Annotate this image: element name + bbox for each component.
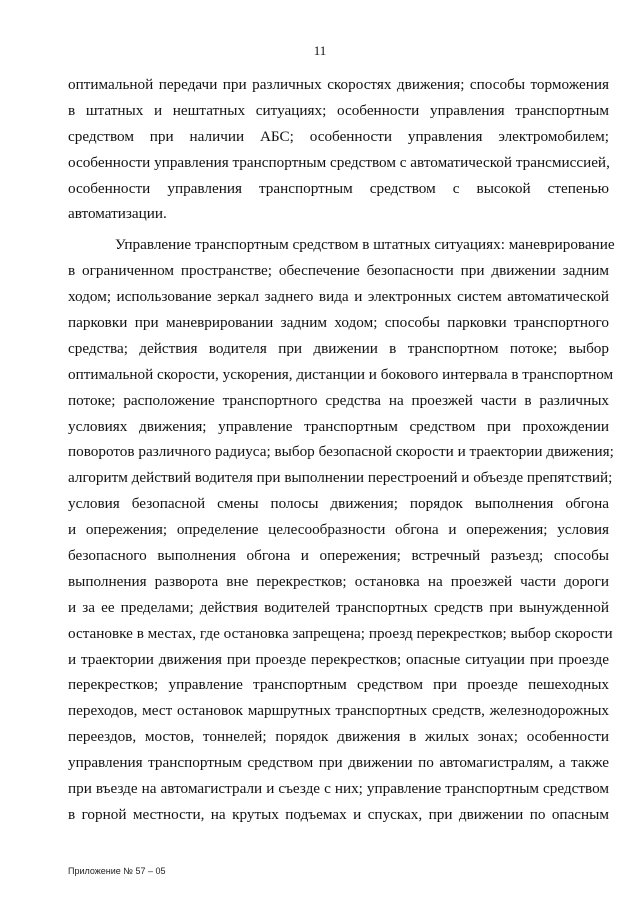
text-line: перекрестков; управление транспортным средством при проезде пешеходных <box>68 676 609 694</box>
text-line: и траектории движения при проезде перекрестков; опасные ситуации при проезде <box>68 650 609 668</box>
text-line: и опережения; определение целесообразности обгона и опережения; условия <box>68 521 609 539</box>
text-line: остановке в местах, где остановка запрещена; проезд перекрестков; выбор скорости <box>68 624 613 642</box>
text-line: Управление транспортным средством в штатных ситуациях: маневрирование <box>115 236 615 254</box>
text-line: потоке; расположение транспортного средства на проезжей части в различных <box>68 391 609 409</box>
text-line: особенности управления транспортным средством с автоматической трансмиссией, <box>68 153 610 171</box>
text-line: при въезде на автомагистрали и съезде с них; управление транспортным средством <box>68 780 609 798</box>
text-line: ходом; использование зеркал заднего вида и электронных систем автоматической <box>68 288 609 306</box>
text-line: поворотов различного радиуса; выбор безопасной скорости и траектории движения; <box>68 443 614 461</box>
page-number: 11 <box>313 43 327 58</box>
text-line: управления транспортным средством при движении по автомагистралям, а также <box>68 754 609 772</box>
text-line: в ограниченном пространстве; обеспечение безопасности при движении задним <box>68 262 609 280</box>
page-footer: Приложение № 57 – 05 <box>68 866 166 876</box>
text-line: в штатных и нештатных ситуациях; особенности управления транспортным <box>68 101 609 119</box>
text-line: переездов, мостов, тоннелей; порядок движения в жилых зонах; особенности <box>68 728 609 746</box>
text-line: средством при наличии АБС; особенности управления электромобилем; <box>68 127 609 145</box>
text-line: условиях движения; управление транспортным средством при прохождении <box>68 417 609 435</box>
text-line: оптимальной передачи при различных скоростях движения; способы торможения <box>68 76 609 93</box>
text-line: переходов, мест остановок маршрутных транспортных средств, железнодорожных <box>68 702 609 720</box>
paragraph <box>68 72 609 227</box>
text-line: выполнения разворота вне перекрестков; остановка на проезжей части дороги <box>68 572 609 590</box>
paragraph <box>68 232 615 827</box>
text-line: особенности управления транспортным средством с высокой степенью <box>68 179 609 197</box>
text-line: парковки при маневрировании задним ходом; способы парковки транспортного <box>68 314 609 332</box>
text-line: оптимальной скорости, ускорения, дистанции и бокового интервала в транспортном <box>68 365 614 383</box>
body-text <box>68 72 615 828</box>
text-line: условия безопасной смены полосы движения; порядок выполнения обгона <box>68 495 609 513</box>
text-line: безопасного выполнения обгона и опережения; встречный разъезд; способы <box>68 547 609 565</box>
text-line: и за ее пределами; действия водителей транспортных средств при вынужденной <box>68 598 609 616</box>
text-line: алгоритм действий водителя при выполнении перестроений и объезде препятствий; <box>68 469 613 487</box>
text-line: в горной местности, на крутых подъемах и спусках, при движении по опасным <box>68 805 609 823</box>
text-line: средства; действия водителя при движении в транспортном потоке; выбор <box>68 339 609 357</box>
text-line: автоматизации. <box>68 205 167 223</box>
